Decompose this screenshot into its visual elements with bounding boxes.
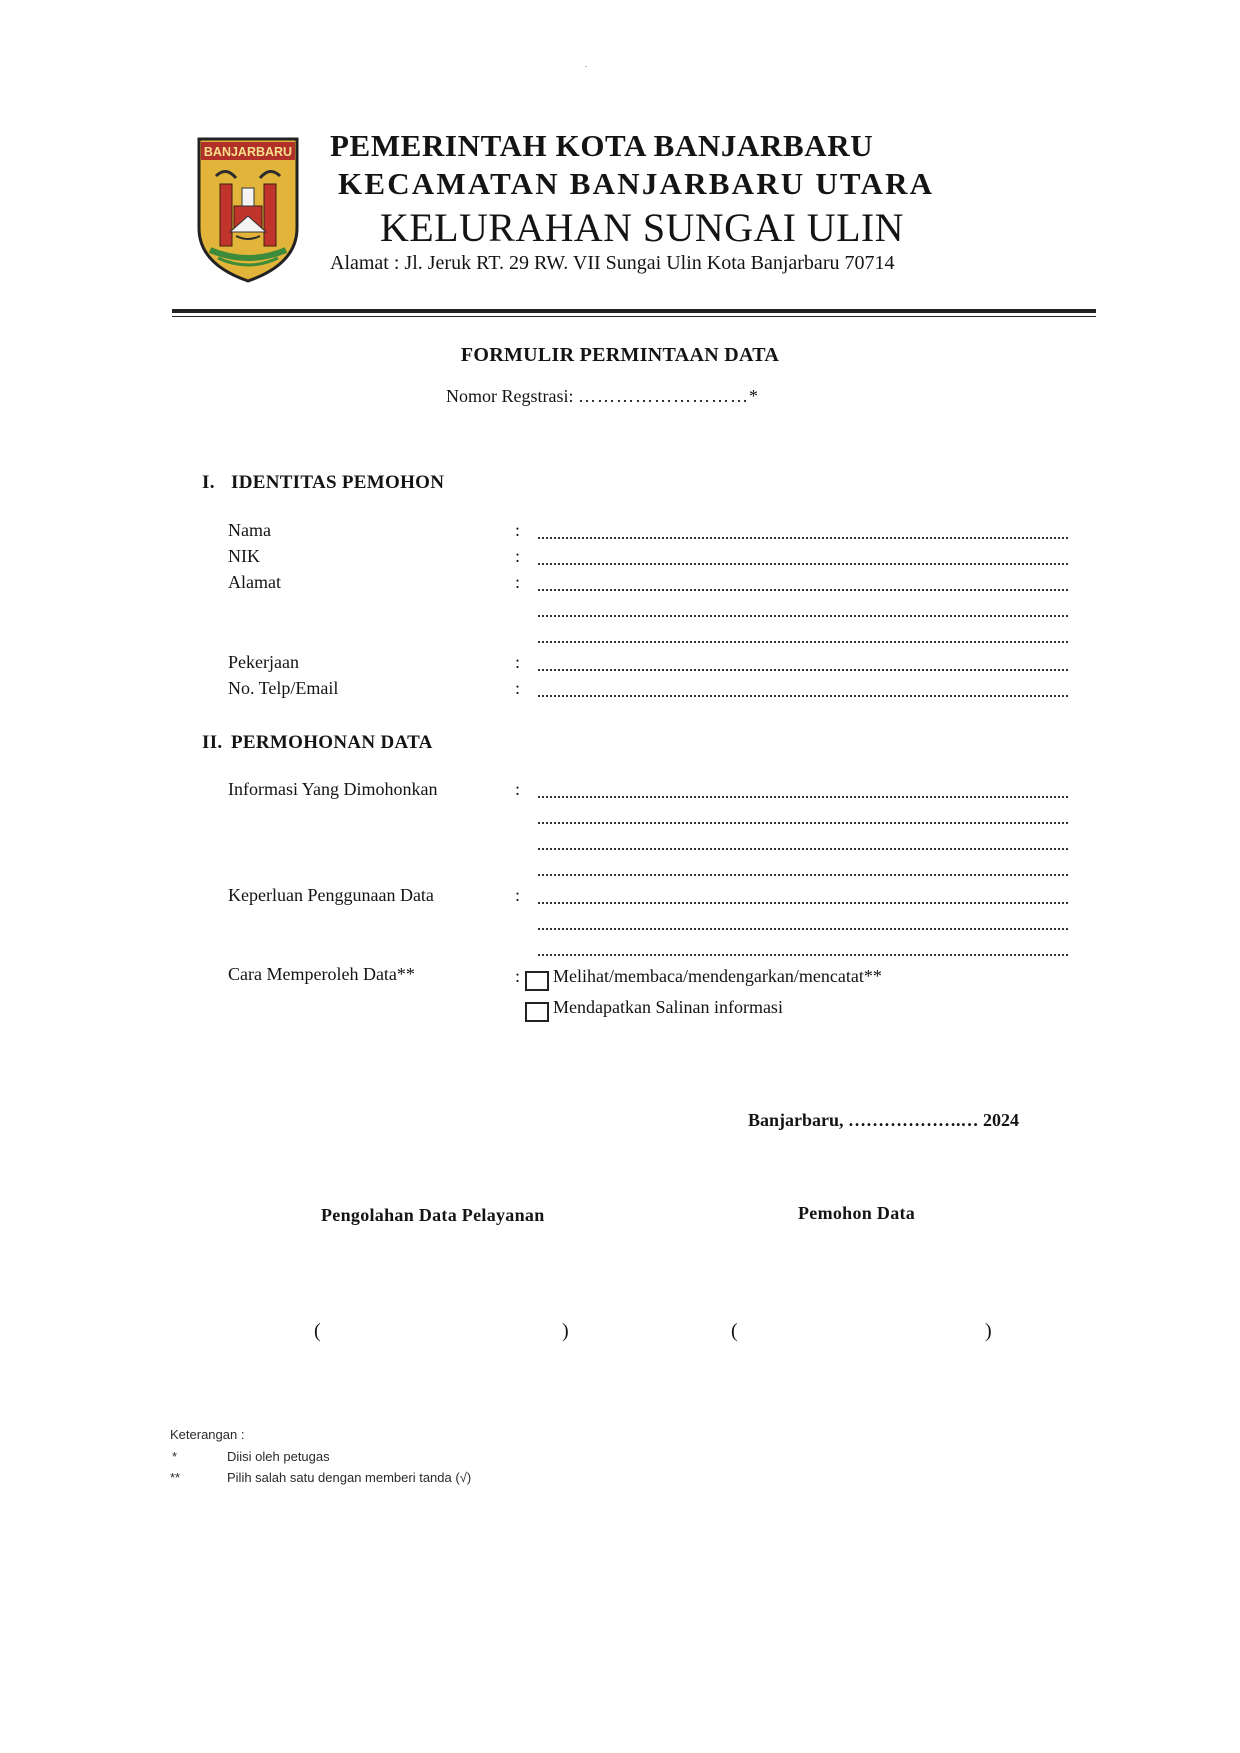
colon: : (515, 885, 521, 905)
keperluan-input-line-1[interactable] (538, 902, 1068, 904)
colon: : (515, 779, 521, 799)
colon: : (515, 966, 521, 986)
colon: : (515, 678, 521, 698)
district-name: KECAMATAN BANJARBARU UTARA (338, 166, 935, 201)
alamat-input-line-1[interactable] (538, 589, 1068, 591)
field-label-nik: NIK (228, 546, 260, 566)
city-emblem-logo (196, 136, 300, 284)
government-name: PEMERINTAH KOTA BANJARBARU (330, 128, 874, 163)
section-request-heading (202, 732, 433, 754)
field-label-pekerjaan: Pekerjaan (228, 652, 299, 672)
option-label-melihat: Melihat/membaca/mendengarkan/mencatat** (553, 966, 882, 986)
applicant-name-field[interactable] (747, 1322, 977, 1348)
registration-asterisk: * (749, 386, 758, 406)
form-title: FORMULIR PERMINTAAN DATA (460, 344, 780, 366)
header-rule-thick (172, 309, 1096, 313)
colon: : (515, 546, 521, 566)
field-label-alamat: Alamat (228, 572, 281, 592)
logo-text: BANJARBARU (203, 145, 293, 159)
telp-email-input-line[interactable] (538, 695, 1068, 697)
officer-name-close-paren: ) (562, 1320, 569, 1342)
officer-signature-title: Pengolahan Data Pelayanan (321, 1205, 545, 1225)
date-field[interactable]: ……………….… (848, 1110, 979, 1130)
applicant-name-close-paren: ) (985, 1320, 992, 1342)
section-title: IDENTITAS PEMOHON (231, 472, 445, 493)
registration-number-row (446, 386, 846, 407)
pekerjaan-input-line[interactable] (538, 669, 1068, 671)
informasi-input-line-2[interactable] (538, 822, 1068, 824)
officer-name-open-paren: ( (314, 1320, 321, 1342)
alamat-input-line-3[interactable] (538, 641, 1068, 643)
nama-input-line[interactable] (538, 537, 1068, 539)
section-identity-heading (202, 472, 444, 494)
note-mark: ** (170, 1470, 181, 1485)
informasi-input-line-3[interactable] (538, 848, 1068, 850)
note-text: Pilih salah satu dengan memberi tanda (√) (227, 1470, 472, 1485)
alamat-input-line-2[interactable] (538, 615, 1068, 617)
option-checkbox-salinan[interactable] (525, 1002, 549, 1022)
place-date-line (748, 1110, 1019, 1131)
office-address: Alamat : Jl. Jeruk RT. 29 RW. VII Sungai Ulin Kota Banjarbaru 70714 (330, 252, 895, 274)
field-label-keperluan: Keperluan Penggunaan Data (228, 885, 434, 905)
keperluan-input-line-3[interactable] (538, 954, 1068, 956)
village-name: KELURAHAN SUNGAI ULIN (380, 205, 904, 250)
notes-heading: Keterangan : (170, 1427, 245, 1442)
date-year: 2024 (983, 1110, 1020, 1130)
note-text: Diisi oleh petugas (227, 1449, 330, 1464)
date-place: Banjarbaru, (748, 1110, 844, 1130)
registration-number-field[interactable]: ……………………… (578, 386, 749, 406)
section-title: PERMOHONAN DATA (231, 732, 433, 753)
note-mark: * (172, 1449, 178, 1464)
header-rule-thin (172, 316, 1096, 317)
keperluan-input-line-2[interactable] (538, 928, 1068, 930)
scan-speck (585, 66, 587, 67)
option-checkbox-melihat[interactable] (525, 971, 549, 991)
colon: : (515, 520, 521, 540)
section-number: II. (202, 732, 223, 753)
colon: : (515, 572, 521, 592)
applicant-signature-title: Pemohon Data (798, 1203, 916, 1223)
informasi-input-line-4[interactable] (538, 874, 1068, 876)
registration-number-label: Nomor Regstrasi: (446, 386, 574, 406)
nik-input-line[interactable] (538, 563, 1068, 565)
option-label-salinan: Mendapatkan Salinan informasi (553, 997, 783, 1017)
informasi-input-line-1[interactable] (538, 796, 1068, 798)
colon: : (515, 652, 521, 672)
field-label-nama: Nama (228, 520, 271, 540)
field-label-telp-email: No. Telp/Email (228, 678, 339, 698)
section-number: I. (202, 472, 215, 493)
applicant-name-open-paren: ( (731, 1320, 738, 1342)
officer-name-field[interactable] (330, 1322, 560, 1348)
field-label-cara-memperoleh: Cara Memperoleh Data** (228, 964, 415, 984)
field-label-informasi: Informasi Yang Dimohonkan (228, 779, 438, 799)
